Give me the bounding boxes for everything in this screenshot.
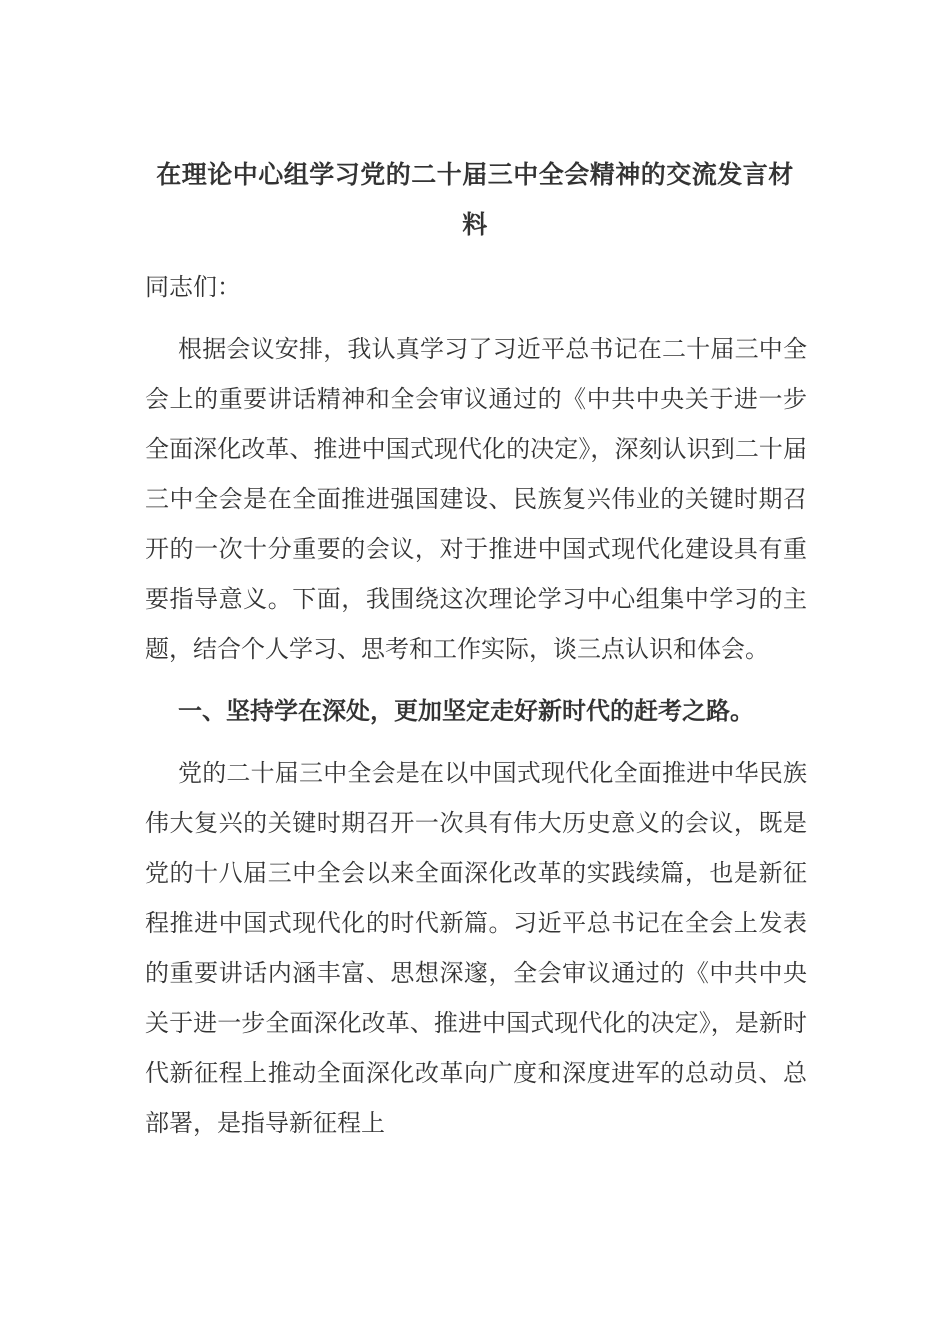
document-title: 在理论中心组学习党的二十届三中全会精神的交流发言材料 bbox=[156, 160, 794, 239]
section-1-paragraph: 党的二十届三中全会是在以中国式现代化全面推进中华民族伟大复兴的关键时期召开一次具有伟大历史意义的会议，既是党的十八届三中全会以来全面深化改革的实践续篇，也是新征程推进中国式现代化的时代新篇。习近平总书记在全会上发表的重要讲话内涵丰富、思想深邃，全会审议通过的《中共中央关于进一步全面深化改革、推进中国式现代化的决定》，是新时代新征程上推动全面深化改革向广度和深度进军的总动员、总部署，是指导新征程上 bbox=[145, 759, 807, 1137]
intro-paragraph: 根据会议安排，我认真学习了习近平总书记在二十届三中全会上的重要讲话精神和全会审议通过的《中共中央关于进一步全面深化改革、推进中国式现代化的决定》，深刻认识到二十届三中全会是在全面推进强国建设、民族复兴伟业的关键时期召开的一次十分重要的会议，对于推进中国式现代化建设具有重要指导意义。下面，我围绕这次理论学习中心组集中学习的主题，结合个人学习、思考和工作实际，谈三点认识和体会。 bbox=[145, 335, 807, 663]
salutation: 同志们： bbox=[145, 273, 241, 301]
section-heading-1: 一、坚持学在深处，更加坚定走好新时代的赶考之路。 bbox=[178, 697, 754, 725]
document-body bbox=[145, 262, 807, 1148]
